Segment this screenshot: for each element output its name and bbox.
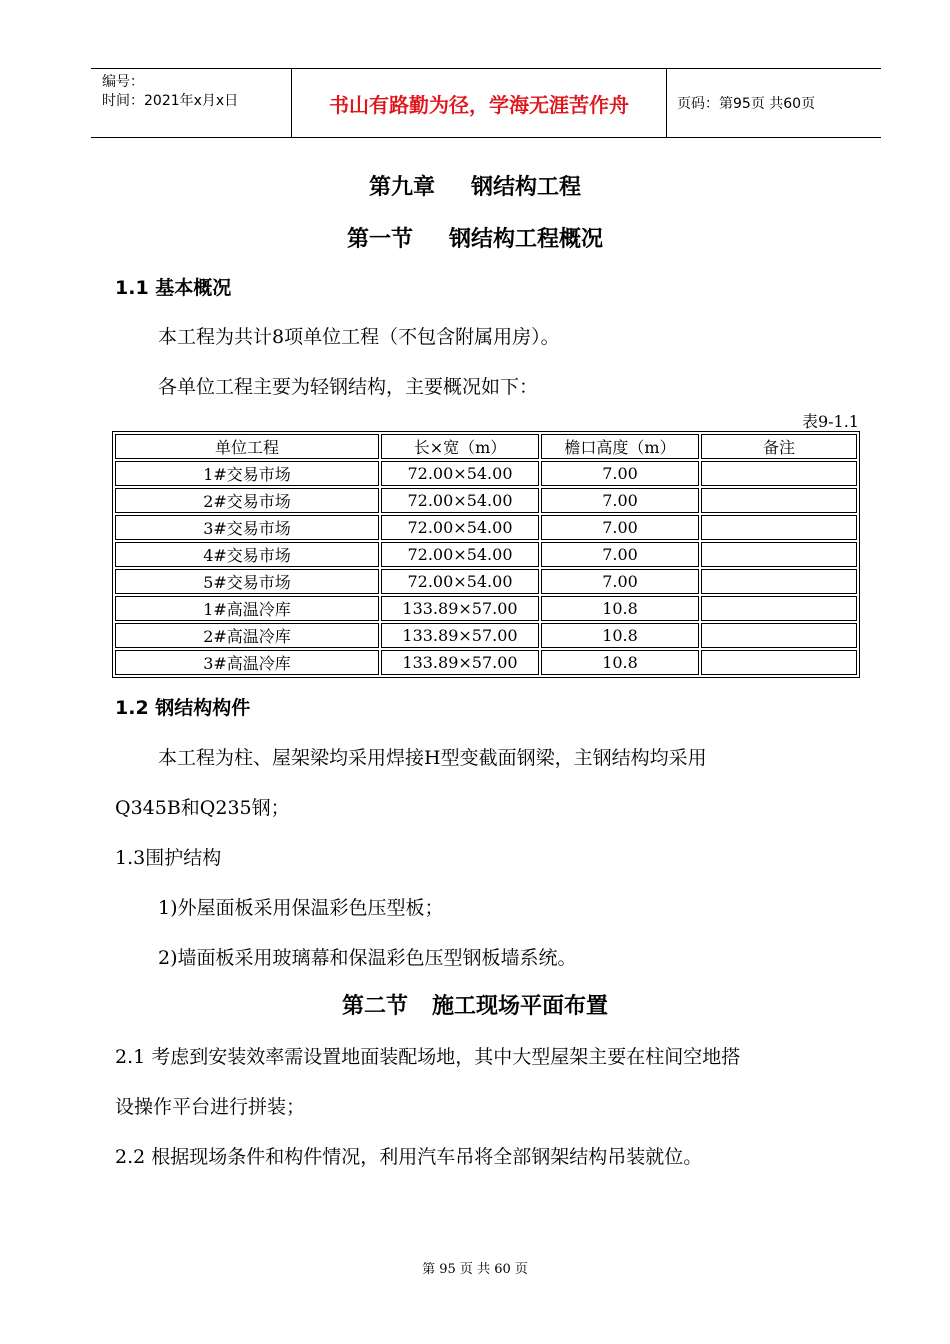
col-header: 单位工程 xyxy=(115,434,379,459)
cell: 5#交易市场 xyxy=(115,569,379,594)
cell xyxy=(701,596,857,621)
cell: 72.00×54.00 xyxy=(381,461,539,486)
header-motto: 书山有路勤为径，学海无涯苦作舟 xyxy=(292,69,667,137)
cell: 72.00×54.00 xyxy=(381,488,539,513)
cell: 2#交易市场 xyxy=(115,488,379,513)
col-header: 檐口高度（m） xyxy=(541,434,699,459)
section2-number: 第二节 xyxy=(341,994,408,1019)
section2-subject: 施工现场平面布置 xyxy=(432,994,609,1019)
cell: 7.00 xyxy=(541,488,699,513)
time-label: 时间：2021年x月x日 xyxy=(102,93,239,109)
number-label: 编号： xyxy=(102,74,144,90)
chapter-subject: 钢结构工程 xyxy=(471,175,582,200)
section1-title xyxy=(0,222,950,253)
cell: 72.00×54.00 xyxy=(381,569,539,594)
cell: 72.00×54.00 xyxy=(381,515,539,540)
cell: 133.89×57.00 xyxy=(381,650,539,675)
heading-1-1: 1.1 基本概况 xyxy=(115,277,232,299)
page-header xyxy=(91,68,881,138)
header-meta xyxy=(91,69,292,137)
section1-subject: 钢结构工程概况 xyxy=(449,227,604,252)
project-table xyxy=(112,431,860,678)
page-footer: 第 95 页 共 60 页 xyxy=(422,1262,528,1277)
section2-title xyxy=(0,989,950,1020)
cell: 133.89×57.00 xyxy=(381,596,539,621)
cell: 7.00 xyxy=(541,461,699,486)
table-row xyxy=(115,488,857,513)
table-caption: 表9-1.1 xyxy=(801,412,859,431)
cell: 1#交易市场 xyxy=(115,461,379,486)
table-row xyxy=(115,596,857,621)
paragraph-1-2-b: Q345B和Q235钢； xyxy=(115,797,290,819)
cell: 3#交易市场 xyxy=(115,515,379,540)
paragraph-2-1-b: 设操作平台进行拼装； xyxy=(115,1096,306,1118)
list-item-1: 1)外屋面板采用保温彩色压型板； xyxy=(158,897,444,919)
table-row xyxy=(115,461,857,486)
cell: 10.8 xyxy=(541,650,699,675)
cell: 10.8 xyxy=(541,596,699,621)
heading-1-3: 1.3围护结构 xyxy=(115,847,222,869)
cell xyxy=(701,461,857,486)
cell: 133.89×57.00 xyxy=(381,623,539,648)
list-item-2: 2)墙面板采用玻璃幕和保温彩色压型钢板墙系统。 xyxy=(158,947,577,969)
cell xyxy=(701,488,857,513)
chapter-title xyxy=(0,170,950,201)
cell: 1#高温冷库 xyxy=(115,596,379,621)
paragraph-1-1-a: 本工程为共计8项单位工程（不包含附属用房）。 xyxy=(158,326,560,348)
cell xyxy=(701,515,857,540)
table-row xyxy=(115,569,857,594)
table-row xyxy=(115,542,857,567)
cell: 72.00×54.00 xyxy=(381,542,539,567)
cell xyxy=(701,542,857,567)
heading-1-2: 1.2 钢结构构件 xyxy=(115,697,251,719)
cell xyxy=(701,623,857,648)
table-row xyxy=(115,623,857,648)
paragraph-2-1-a: 2.1 考虑到安装效率需设置地面装配场地，其中大型屋架主要在柱间空地搭 xyxy=(115,1046,741,1068)
table-header-row xyxy=(115,434,857,459)
header-page-label: 页码：第95页 共60页 xyxy=(677,96,816,112)
section1-number: 第一节 xyxy=(346,227,413,252)
cell: 7.00 xyxy=(541,515,699,540)
paragraph-1-2-a: 本工程为柱、屋架梁均采用焊接H型变截面钢梁，主钢结构均采用 xyxy=(158,747,707,769)
cell: 4#交易市场 xyxy=(115,542,379,567)
cell: 10.8 xyxy=(541,623,699,648)
cell: 7.00 xyxy=(541,542,699,567)
paragraph-2-2: 2.2 根据现场条件和构件情况，利用汽车吊将全部钢架结构吊装就位。 xyxy=(115,1146,703,1168)
cell xyxy=(701,569,857,594)
col-header: 备注 xyxy=(701,434,857,459)
table-row xyxy=(115,515,857,540)
col-header: 长×宽（m） xyxy=(381,434,539,459)
cell: 7.00 xyxy=(541,569,699,594)
cell: 2#高温冷库 xyxy=(115,623,379,648)
cell: 3#高温冷库 xyxy=(115,650,379,675)
chapter-number: 第九章 xyxy=(368,175,435,200)
table-row xyxy=(115,650,857,675)
cell xyxy=(701,650,857,675)
paragraph-1-1-b: 各单位工程主要为轻钢结构，主要概况如下： xyxy=(158,376,539,398)
